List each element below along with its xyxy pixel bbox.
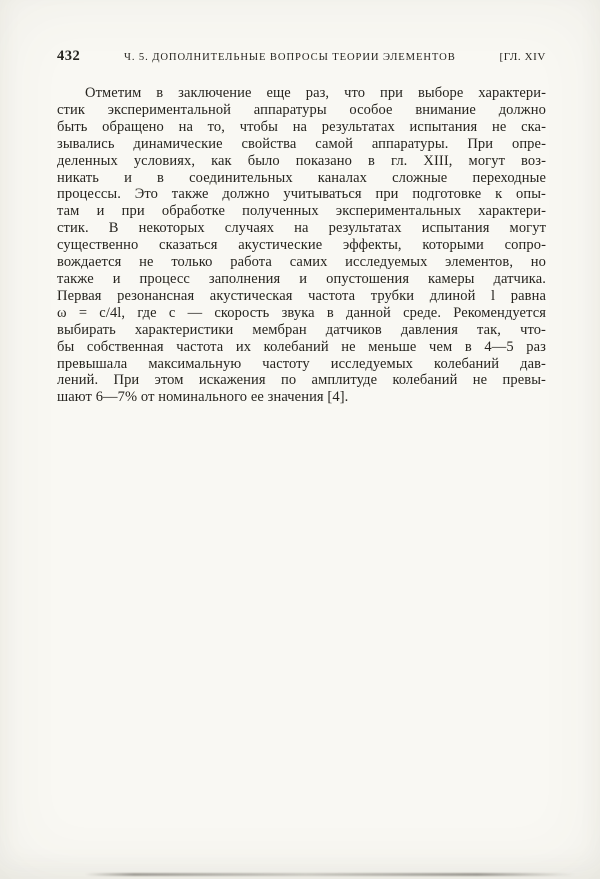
text-line: также и процесс заполнения и опустошения камеры датчика.: [57, 270, 546, 287]
text-line: никать и в соединительных каналах сложные переходные: [57, 169, 546, 186]
text-line: превышала максимальную частоту исследуемых колебаний дав-: [57, 355, 546, 372]
page-header: [57, 48, 546, 65]
text-line: Отметим в заключение еще раз, что при выборе характери-: [85, 85, 546, 101]
text-line: зывались динамические свойства самой аппаратуры. При опре-: [57, 135, 546, 152]
text-line: там и при обработке полученных экспериментальных характери-: [57, 203, 546, 220]
text-line: Первая резонансная акустическая частота трубки длиной l равна: [57, 287, 546, 304]
text-line: стик экспериментальной аппаратуры особое внимание должно: [57, 101, 546, 118]
page-number: 432: [57, 48, 81, 64]
text-line: ω = c/4l, где c — скорость звука в данной среде. Рекомендуется: [57, 304, 546, 321]
text-line: существенно сказаться акустические эффекты, которыми сопро-: [57, 237, 546, 254]
chapter-reference: [ГЛ. XIV: [499, 51, 546, 63]
scan-edge-artifact: [85, 873, 575, 876]
text-line: бы собственная частота их колебаний не меньше чем в 4—5 раз: [57, 338, 546, 355]
text-line: быть обращено на то, чтобы на результатах испытания не ска-: [57, 118, 546, 135]
text-line: выбирать характеристики мембран датчиков давления так, что-: [57, 321, 546, 338]
text-line: шают 6—7% от номинального ее значения [4].: [57, 389, 349, 406]
text-line: процессы. Это также должно учитываться при подготовке к опы-: [57, 186, 546, 203]
paragraph: [57, 85, 546, 406]
text-line: лений. При этом искажения по амплитуде колебаний не превы-: [57, 372, 546, 389]
text-line: вождается не только работа самих исследуемых элементов, но: [57, 254, 546, 271]
text-line: деленных условиях, как было показано в гл. XIII, могут воз-: [57, 152, 546, 169]
text-line: стик. В некоторых случаях на результатах испытания могут: [57, 220, 546, 237]
running-title: Ч. 5. ДОПОЛНИТЕЛЬНЫЕ ВОПРОСЫ ТЕОРИИ ЭЛЕМЕНТОВ: [124, 52, 456, 63]
